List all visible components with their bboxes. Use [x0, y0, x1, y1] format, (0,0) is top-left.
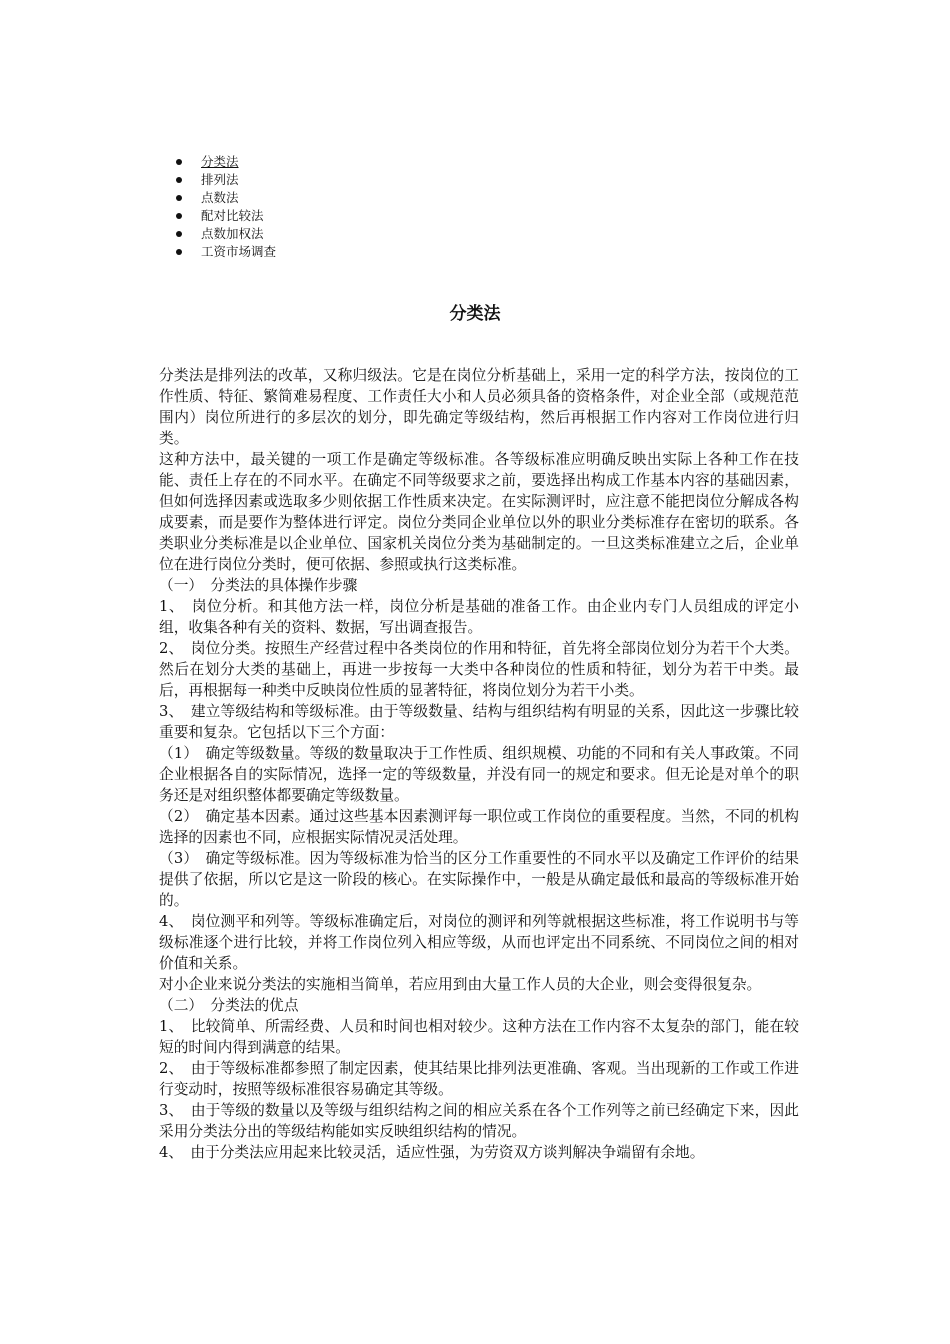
list-item: 1、 岗位分析。和其他方法一样，岗位分析是基础的准备工作。由企业内专门人员组成的评定小组，收集各种有关的资料、数据，写出调查报告。 [159, 598, 799, 636]
paragraph: 对小企业来说分类法的实施相当简单，若应用到由大量工作人员的大企业，则会变得很复杂。 [159, 976, 762, 993]
sub-list-item: （1） 确定等级数量。等级的数量取决于工作性质、组织规模、功能的不同和有关人事政策。不同企业根据各自的实际情况，选择一定的等级数量，并没有同一的规定和要求。但无论是对单个的职务还是对组织整体都要确定等级数量。 [159, 745, 799, 804]
toc-item-weighted-point[interactable] [176, 225, 276, 243]
toc-item-classification[interactable] [176, 153, 276, 171]
toc-item-point[interactable] [176, 189, 276, 207]
toc-link[interactable]: 分类法 [201, 154, 239, 169]
section-heading: （一） 分类法的具体操作步骤 [159, 577, 358, 594]
list-item: 4、 岗位测平和列等。等级标准确定后，对岗位的测评和列等就根据这些标准，将工作说明书与等级标准逐个进行比较，并将工作岗位列入相应等级，从而也评定出不同系统、不同岗位之间的相对价值和关系。 [159, 913, 799, 972]
paragraph: 分类法是排列法的改革，又称归级法。它是在岗位分析基础上，采用一定的科学方法，按岗位的工作性质、特征、繁简难易程度、工作责任大小和人员必须具备的资格条件，对企业全部（或规范范围内）岗位所进行的多层次的划分，即先确定等级结构，然后再根据工作内容对工作岗位进行归类。 [159, 367, 799, 447]
list-item: 2、 岗位分类。按照生产经营过程中各类岗位的作用和特征，首先将全部岗位划分为若干个大类。然后在划分大类的基础上，再进一步按每一大类中各种岗位的性质和特征，划分为若干中类。最后，再根据每一种类中反映岗位性质的显著特征，将岗位划分为若干小类。 [159, 640, 799, 699]
paragraph: 这种方法中，最关键的一项工作是确定等级标准。各等级标准应明确反映出实际上各种工作在技能、责任上存在的不同水平。在确定不同等级要求之前，要选择出构成工作基本内容的基础因素，但如何选择因素或选取多少则依据工作性质来决定。在实际测评时，应注意不能把岗位分解成各构成要素，而是要作为整体进行评定。岗位分类同企业单位以外的职业分类标准存在密切的联系。各类职业分类标准是以企业单位、国家机关岗位分类为基础制定的。一旦这类标准建立之后，企业单位在进行岗位分类时，便可依据、参照或执行这类标准。 [159, 451, 799, 573]
toc-link[interactable]: 点数加权法 [201, 226, 264, 241]
table-of-contents [176, 153, 276, 261]
toc-link[interactable]: 工资市场调查 [201, 244, 277, 259]
article-body [159, 365, 799, 1163]
section-heading: （二） 分类法的优点 [159, 997, 299, 1014]
toc-item-salary-survey[interactable] [176, 243, 276, 261]
list-item: 3、 由于等级的数量以及等级与组织结构之间的相应关系在各个工作列等之前已经确定下来，因此采用分类法分出的等级结构能如实反映组织结构的情况。 [159, 1102, 799, 1140]
toc-item-paired-comparison[interactable] [176, 207, 276, 225]
toc-link[interactable]: 排列法 [201, 172, 239, 187]
page-title: 分类法 [449, 304, 501, 324]
toc-link[interactable]: 配对比较法 [201, 208, 264, 223]
sub-list-item: （3） 确定等级标准。因为等级标准为恰当的区分工作重要性的不同水平以及确定工作评价的结果提供了依据，所以它是这一阶段的核心。在实际操作中，一般是从确定最低和最高的等级标准开始的。 [159, 850, 799, 909]
list-item: 2、 由于等级标准都参照了制定因素，使其结果比排列法更准确、客观。当出现新的工作或工作进行变动时，按照等级标准很容易确定其等级。 [159, 1060, 799, 1098]
list-item: 4、 由于分类法应用起来比较灵活，适应性强，为劳资双方谈判解决争端留有余地。 [159, 1144, 705, 1161]
sub-list-item: （2） 确定基本因素。通过这些基本因素测评每一职位或工作岗位的重要程度。当然，不同的机构选择的因素也不同，应根据实际情况灵活处理。 [159, 808, 799, 846]
toc-link[interactable]: 点数法 [201, 190, 239, 205]
list-item: 1、 比较简单、所需经费、人员和时间也相对较少。这种方法在工作内容不太复杂的部门，能在较短的时间内得到满意的结果。 [159, 1018, 799, 1056]
list-item: 3、 建立等级结构和等级标准。由于等级数量、结构与组织结构有明显的关系，因此这一步骤比较重要和复杂。它包括以下三个方面： [159, 703, 799, 741]
toc-item-ranking[interactable] [176, 171, 276, 189]
